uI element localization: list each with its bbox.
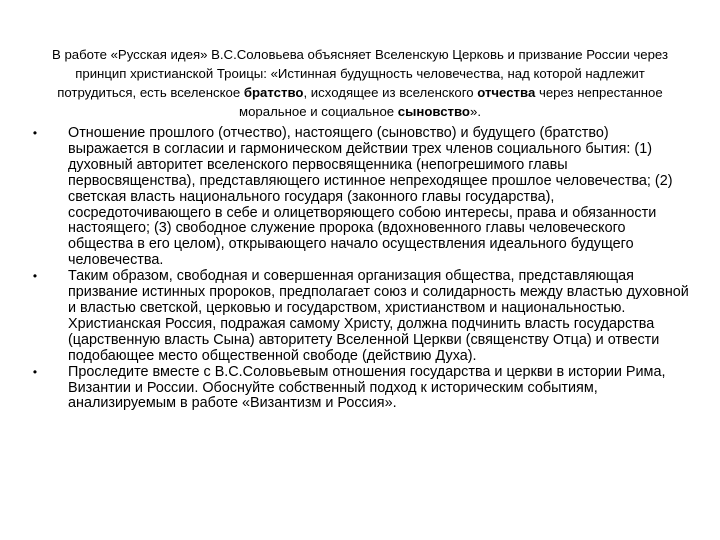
intro-bold-otchestvo: отчества [477, 85, 536, 101]
bullet-text: Отношение прошлого (отчество), настоящего (сыновство) и будущего (братство) выражается в согласии и гармоническом действии трех членов социального бытия: (1) духовный авторитет вселенского первосвященника (непогрешимого главы первосвященства), представляющего истинное непреходящее прошлое человечества; (2) светская власть национального государя (законного главы государства), сосредоточивающего в себе и олицетворяющего собою интересы, права и обязанности настоящего; (3) свободное служение пророка (вдохновенного главы человеческого общества в его целом), открывающего начало осуществления идеального будущего человечества. [68, 125, 673, 269]
intro-text-3: через непрестанное моральное и социальное [239, 85, 663, 120]
intro-bold-bratstvo: братство [243, 85, 304, 101]
bullet-marker: • [32, 269, 38, 284]
intro-text-4: ». [469, 104, 481, 120]
intro-text-2: , исходящее из вселенского [303, 85, 478, 101]
bullet-item [30, 269, 690, 364]
bullet-list [30, 126, 690, 412]
bullet-item [30, 365, 690, 413]
bullet-text: Проследите вместе с В.С.Соловьевым отношения государства и церкви в истории Рима, Византии и России. Обоснуйте собственный подход к историческим событиям, анализируемым в работе «Византизм и Россия». [68, 363, 666, 412]
intro-paragraph [40, 45, 680, 121]
bullet-item [30, 126, 690, 269]
bullet-marker: • [32, 126, 38, 140]
bullet-marker: • [32, 364, 38, 379]
intro-bold-synovstvo: сыновство [397, 104, 470, 120]
bullet-text: Таким образом, свободная и совершенная организация общества, представляющая призвание истинных пророков, предполагает союз и солидарность между властью духовной и властью светской, церковью и государством, христианством и национальностью. Христианская Россия, подражая самому Христу, должна подчинить власть государства (царственную власть Сына) авторитету Вселенной Церкви (священству Отца) и отвести подобающее место общественной свободе (действию Духа). [68, 268, 689, 364]
intro-text-1: В работе «Русская идея» В.С.Соловьева объясняет Вселенскую Церковь и призвание России через принцип христианской Троицы: «Истинная будущность человечества, над которой надлежит потрудиться, есть вселенское [51, 47, 669, 101]
